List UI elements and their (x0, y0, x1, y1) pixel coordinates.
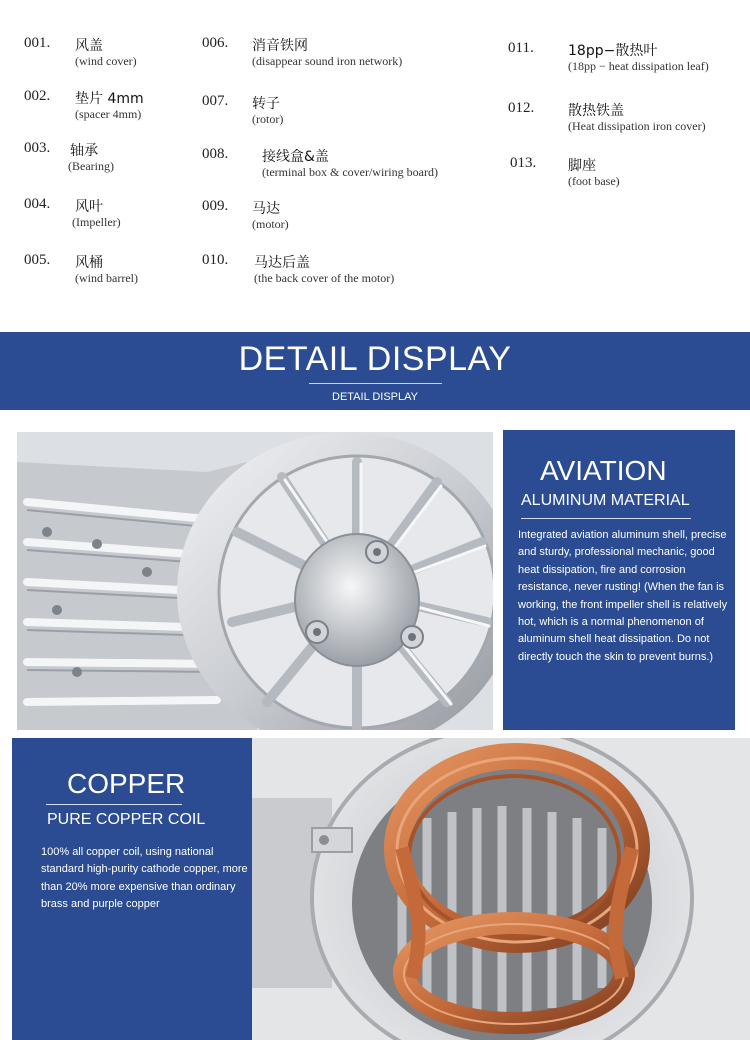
part-name-zh: 风桶 (75, 255, 103, 271)
part-number: 011. (508, 40, 534, 56)
part-number: 003. (24, 140, 51, 156)
part-name-en: (Bearing) (68, 159, 114, 173)
part-name-en: (foot base) (568, 174, 620, 188)
copper-description: 100% all copper coil, using national standard high-purity cathode copper, more than 20% more expensive than ordinary brass and purple copper (41, 846, 248, 911)
copper-subtitle: PURE COPPER COIL (47, 811, 206, 828)
part-number: 006. (202, 35, 229, 51)
part-name-en: (wind barrel) (75, 271, 138, 285)
part-name-zh: 消音铁网 (252, 38, 308, 54)
part-name-zh: 接线盒&盖 (262, 149, 329, 165)
part-name-en: (the back cover of the motor) (254, 271, 395, 285)
impeller-illustration (17, 432, 493, 730)
copper-panel (12, 738, 252, 1040)
parts-list (0, 0, 750, 332)
part-name-en: (spacer 4mm) (75, 107, 142, 121)
part-name-en: (Impeller) (72, 215, 121, 229)
part-name-zh: 转子 (252, 96, 280, 112)
part-name-zh: 轴承 (70, 143, 98, 159)
part-number: 005. (24, 252, 51, 268)
copper-divider (46, 804, 182, 805)
aviation-divider (521, 518, 691, 519)
detail-banner (0, 332, 750, 410)
part-number: 008. (202, 146, 229, 162)
part-name-zh: 风叶 (75, 199, 103, 215)
part-number: 010. (202, 252, 229, 268)
part-number: 001. (24, 35, 51, 51)
part-name-en: (Heat dissipation iron cover) (568, 119, 706, 133)
part-name-en: (wind cover) (75, 54, 137, 68)
part-name-zh: 马达 (252, 201, 280, 217)
part-number: 012. (508, 100, 535, 116)
aviation-section (0, 410, 750, 732)
part-number: 004. (24, 196, 51, 212)
part-number: 009. (202, 198, 229, 214)
part-name-zh: 垫片 4mm (75, 91, 144, 107)
aviation-subtitle: ALUMINUM MATERIAL (521, 492, 690, 509)
part-name-zh: 风盖 (75, 38, 103, 54)
part-name-zh: 18pp−散热叶 (568, 43, 658, 59)
part-name-zh: 散热铁盖 (568, 103, 624, 119)
part-name-en: (18pp − heat dissipation leaf) (568, 59, 709, 73)
part-name-en: (motor) (252, 217, 289, 231)
aviation-description: Integrated aviation aluminum shell, precise and sturdy, professional mechanic, good heat dissipation, fire and corrosion resistance, never rusting! (When the fan is working, the front impeller shell is relatively hot, which is a normal phenomenon of aluminum shell heat dissipation. Do not directly touch the skin to prevent burns.) (518, 529, 728, 663)
banner-divider (309, 383, 442, 384)
copper-section (0, 732, 750, 1040)
part-name-en: (disappear sound iron network) (252, 54, 403, 68)
copper-coil-illustration (252, 738, 750, 1040)
part-number: 002. (24, 88, 51, 104)
aviation-panel (503, 430, 735, 730)
aviation-title: AVIATION (540, 455, 667, 486)
part-number: 013. (510, 155, 537, 171)
banner-title: DETAIL DISPLAY (238, 340, 512, 378)
copper-title: COPPER (67, 768, 186, 799)
part-name-en: (rotor) (252, 112, 284, 126)
banner-subtitle: DETAIL DISPLAY (332, 391, 418, 403)
part-name-zh: 脚座 (568, 158, 596, 174)
part-name-en: (terminal box & cover/wiring board) (262, 165, 438, 179)
part-name-zh: 马达后盖 (254, 255, 310, 271)
part-number: 007. (202, 93, 229, 109)
